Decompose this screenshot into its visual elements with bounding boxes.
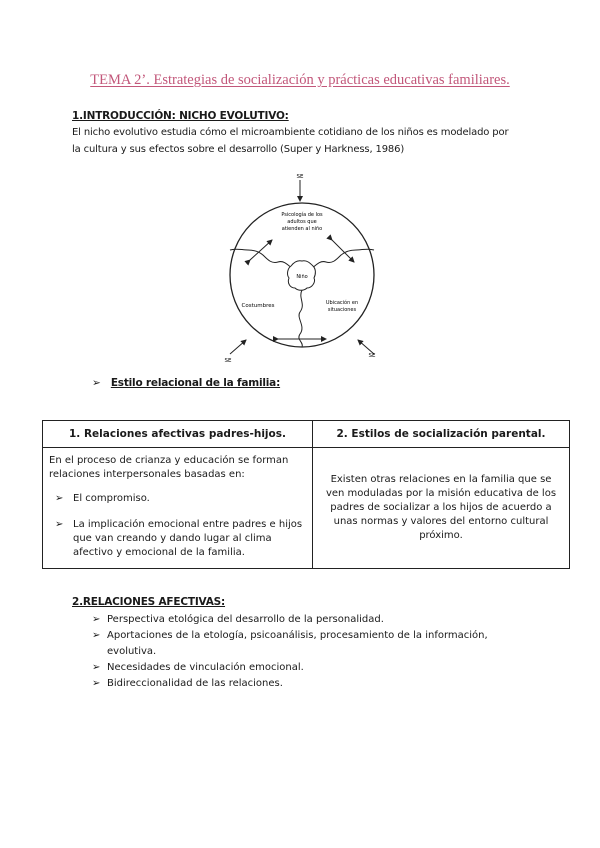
ubicacion-label-2: situaciones	[327, 307, 357, 313]
list-item-text: Necesidades de vinculación emocional.	[107, 662, 304, 673]
bullet-arrow-icon: ➢	[92, 678, 101, 689]
se-top-label: SE	[296, 174, 304, 180]
list-item-text: Perspectiva etológica del desarrollo de la personalidad.	[107, 614, 384, 625]
list-item-text: Aportaciones de la etología, psicoanálisis, procesamiento de la información, evolutiva.	[107, 630, 488, 657]
relations-table	[42, 420, 570, 569]
section-2-heading: 2.RELACIONES AFECTIVAS:	[72, 596, 226, 608]
list-item	[92, 612, 522, 628]
costumbres-label: Costumbres	[241, 303, 275, 309]
se-left-arrow	[230, 340, 246, 354]
col1-intro: En el proceso de crianza y educación se forman relaciones interpersonales basadas en:	[49, 455, 289, 480]
col1-item-1	[49, 492, 306, 506]
table-header-col2: 2. Estilos de socialización parental.	[313, 421, 570, 448]
col1-item-1-text: El compromiso.	[73, 493, 150, 504]
bullet-arrow-icon: ➢	[92, 377, 101, 389]
se-right-label: SE	[368, 353, 376, 359]
paragraph-line-2: la cultura y sus efectos sobre el desarrollo (Super y Harkness, 1986)	[72, 144, 405, 155]
table-cell-col2: Existen otras relaciones en la familia que se ven moduladas por la misión educativa de los padres de socializar a los hijos de acuerdo a unas normas y valores del entorno cultural próximo.	[313, 448, 570, 569]
bullet-arrow-icon: ➢	[92, 662, 101, 673]
psych-label-2: adultos que	[287, 219, 317, 225]
paragraph-line-1: El nicho evolutivo estudia cómo el microambiente cotidiano de los niños es modelado por	[72, 127, 509, 138]
section-2-list	[92, 612, 522, 692]
section-1-paragraph	[72, 124, 532, 158]
table-header-col1: 1. Relaciones afectivas padres-hijos.	[43, 421, 313, 448]
col1-item-2	[49, 518, 306, 560]
list-item	[92, 676, 522, 692]
divider-left	[230, 249, 294, 270]
nino-label: Niño	[296, 274, 308, 280]
ubicacion-label-1: Ubicación en	[325, 300, 359, 306]
divider-right	[310, 249, 374, 270]
divider-bottom	[299, 290, 302, 347]
evolutionary-niche-diagram	[222, 170, 382, 370]
arrow-right	[332, 240, 354, 262]
list-item	[92, 660, 522, 676]
bullet-arrow-icon: ➢	[55, 519, 64, 530]
bullet-arrow-icon: ➢	[55, 493, 64, 504]
table-cell-col1	[43, 448, 313, 569]
list-item	[92, 628, 522, 660]
list-item-text: Bidireccionalidad de las relaciones.	[107, 678, 283, 689]
psych-label-1: Psicología de los	[281, 212, 323, 218]
se-left-label: SE	[224, 358, 232, 364]
se-right-arrow	[358, 340, 374, 354]
estilo-relacional-heading: Estilo relacional de la familia:	[110, 377, 281, 389]
document-title: TEMA 2’. Estrategias de socialización y prácticas educativas familiares.	[90, 72, 510, 88]
section-1-heading: 1.INTRODUCCIÓN: NICHO EVOLUTIVO:	[72, 110, 289, 122]
psych-label-3: atienden al niño	[281, 226, 323, 232]
bullet-arrow-icon: ➢	[92, 630, 101, 641]
estilo-relacional-bullet	[92, 377, 280, 389]
col1-item-2-text: La implicación emocional entre padres e hijos que van creando y dando lugar al clima afectivo y emocional de la familia.	[73, 519, 303, 558]
bullet-arrow-icon: ➢	[92, 614, 101, 625]
